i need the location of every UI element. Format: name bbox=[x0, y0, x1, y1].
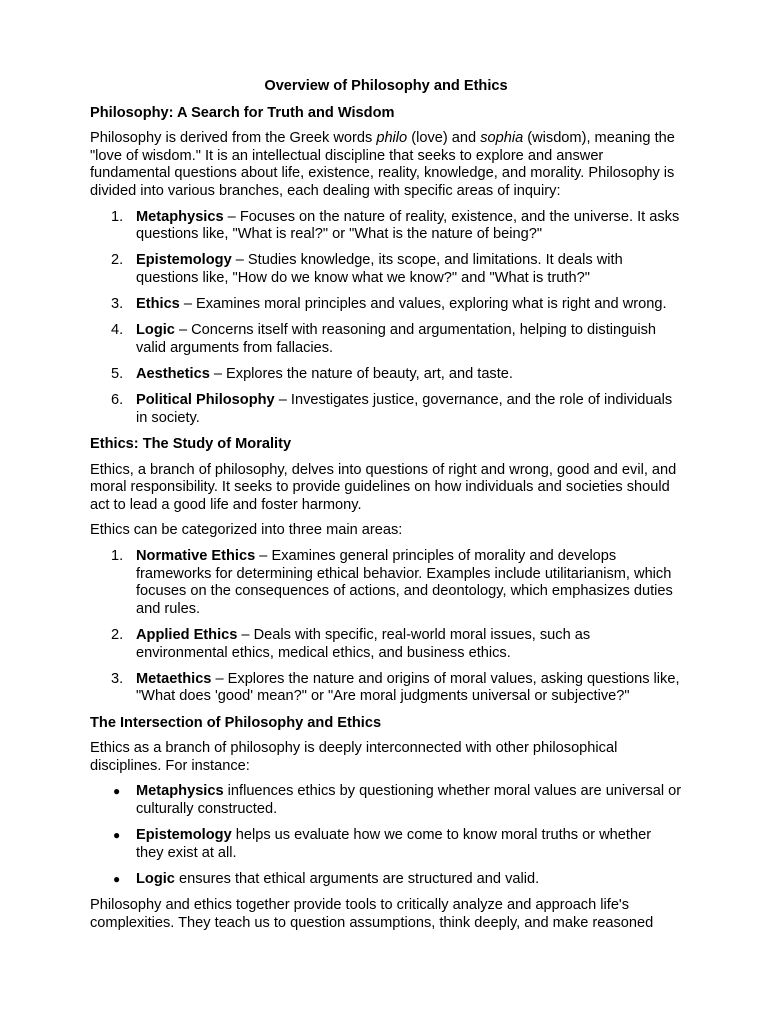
ethics-paragraph-2: Ethics can be categorized into three main areas: bbox=[90, 522, 403, 539]
philosophy-branches-list bbox=[90, 209, 682, 428]
branch-description: – Focuses on the nature of reality, existence, and the universe. It asks questions like, "What is real?" or "What is the nature of being?" bbox=[136, 208, 680, 243]
list-number: 2. bbox=[111, 252, 124, 269]
list-item bbox=[90, 366, 682, 384]
branch-term: Epistemology bbox=[136, 252, 232, 269]
intro-text-c: (wisdom), meaning the "love of wisdom." It is an intellectual discipline that seeks to explore and answer fundamental questions about life, existence, reality, knowledge, and morality. Philosophy is divided into various branches, each dealing with specific areas of inquiry: bbox=[90, 130, 675, 199]
bullet-description: helps us evaluate how we come to know moral truths or whether they exist at all. bbox=[136, 827, 652, 861]
list-number: 4. bbox=[111, 322, 124, 339]
section-heading-ethics: Ethics: The Study of Morality bbox=[90, 436, 292, 453]
intersection-bullet-list bbox=[90, 783, 682, 888]
list-item bbox=[90, 671, 682, 706]
ethics-paragraph-1: Ethics, a branch of philosophy, delves into questions of right and wrong, good and evil, and moral responsibility. It seeks to provide guidelines on how individuals and societies should act to lead a good life and foster harmony. bbox=[90, 461, 677, 513]
bullet-icon: ● bbox=[113, 871, 121, 886]
section-heading-intersection: The Intersection of Philosophy and Ethics bbox=[90, 714, 382, 731]
branch-term: Ethics bbox=[136, 296, 180, 313]
area-description: – Deals with specific, real-world moral issues, such as environmental ethics, medical ethics, and business ethics. bbox=[136, 627, 591, 661]
page-title: Overview of Philosophy and Ethics bbox=[264, 78, 508, 94]
branch-description: – Studies knowledge, its scope, and limitations. It deals with questions like, "How do we know what we know?" and "What is truth?" bbox=[136, 252, 623, 286]
closing-paragraph: Philosophy and ethics together provide tools to critically analyze and approach life's complexities. They teach us to question assumptions, think deeply, and make reasoned bbox=[90, 897, 654, 931]
bullet-description: ensures that ethical arguments are structured and valid. bbox=[174, 870, 540, 887]
area-term: Applied Ethics bbox=[136, 627, 238, 643]
section-heading-philosophy: Philosophy: A Search for Truth and Wisdom bbox=[90, 104, 395, 121]
bullet-icon: ● bbox=[113, 784, 121, 799]
intersection-paragraph: Ethics as a branch of philosophy is deeply interconnected with other philosophical disciplines. For instance: bbox=[90, 740, 618, 774]
branch-term: Political Philosophy bbox=[136, 392, 275, 409]
list-number: 2. bbox=[111, 627, 124, 643]
list-number: 1. bbox=[111, 208, 124, 225]
list-number: 3. bbox=[111, 296, 124, 313]
list-number: 6. bbox=[111, 392, 124, 409]
list-item bbox=[90, 252, 682, 287]
branch-description: – Examines moral principles and values, exploring what is right and wrong. bbox=[179, 296, 667, 313]
list-number: 1. bbox=[111, 548, 124, 565]
list-item bbox=[90, 296, 682, 314]
area-description: – Explores the nature and origins of moral values, asking questions like, "What does 'good' mean?" or "Are moral judgments universal or subjective?" bbox=[136, 670, 680, 705]
branch-description: – Concerns itself with reasoning and argumentation, helping to distinguish valid arguments from fallacies. bbox=[136, 322, 656, 356]
philosophy-intro-paragraph bbox=[90, 130, 682, 200]
list-number: 5. bbox=[111, 366, 124, 383]
branch-term: Metaphysics bbox=[136, 208, 224, 225]
list-item bbox=[90, 871, 682, 889]
list-item bbox=[90, 627, 682, 662]
bullet-term: Epistemology bbox=[136, 827, 232, 844]
bullet-term: Metaphysics bbox=[136, 783, 224, 800]
intro-term-philo: philo bbox=[376, 130, 408, 147]
branch-description: – Investigates justice, governance, and the role of individuals in society. bbox=[136, 392, 673, 426]
list-item bbox=[90, 548, 682, 618]
list-item bbox=[90, 783, 682, 818]
list-item bbox=[90, 322, 682, 357]
ethics-areas-list bbox=[90, 548, 682, 706]
bullet-icon: ● bbox=[113, 828, 121, 843]
area-description: – Examines general principles of morality and develops frameworks for determining ethical behavior. Examples include utilitarianism, which focuses on the consequences of actions, and deontology, which emphasizes duties and rules. bbox=[136, 548, 673, 617]
area-term: Metaethics bbox=[136, 670, 212, 687]
intro-text-a: Philosophy is derived from the Greek words bbox=[90, 130, 377, 147]
branch-description: – Explores the nature of beauty, art, and taste. bbox=[209, 366, 513, 383]
bullet-term: Logic bbox=[136, 870, 175, 887]
area-term: Normative Ethics bbox=[136, 548, 256, 565]
list-number: 3. bbox=[111, 670, 124, 687]
branch-term: Aesthetics bbox=[136, 366, 210, 383]
bullet-description: influences ethics by questioning whether moral values are universal or culturally constructed. bbox=[136, 783, 682, 817]
list-item bbox=[90, 827, 682, 862]
document-body bbox=[90, 78, 682, 940]
list-item bbox=[90, 209, 682, 244]
branch-term: Logic bbox=[136, 322, 175, 339]
intro-term-sophia: sophia bbox=[480, 130, 524, 147]
intro-text-b: (love) and bbox=[407, 130, 481, 147]
list-item bbox=[90, 392, 682, 427]
